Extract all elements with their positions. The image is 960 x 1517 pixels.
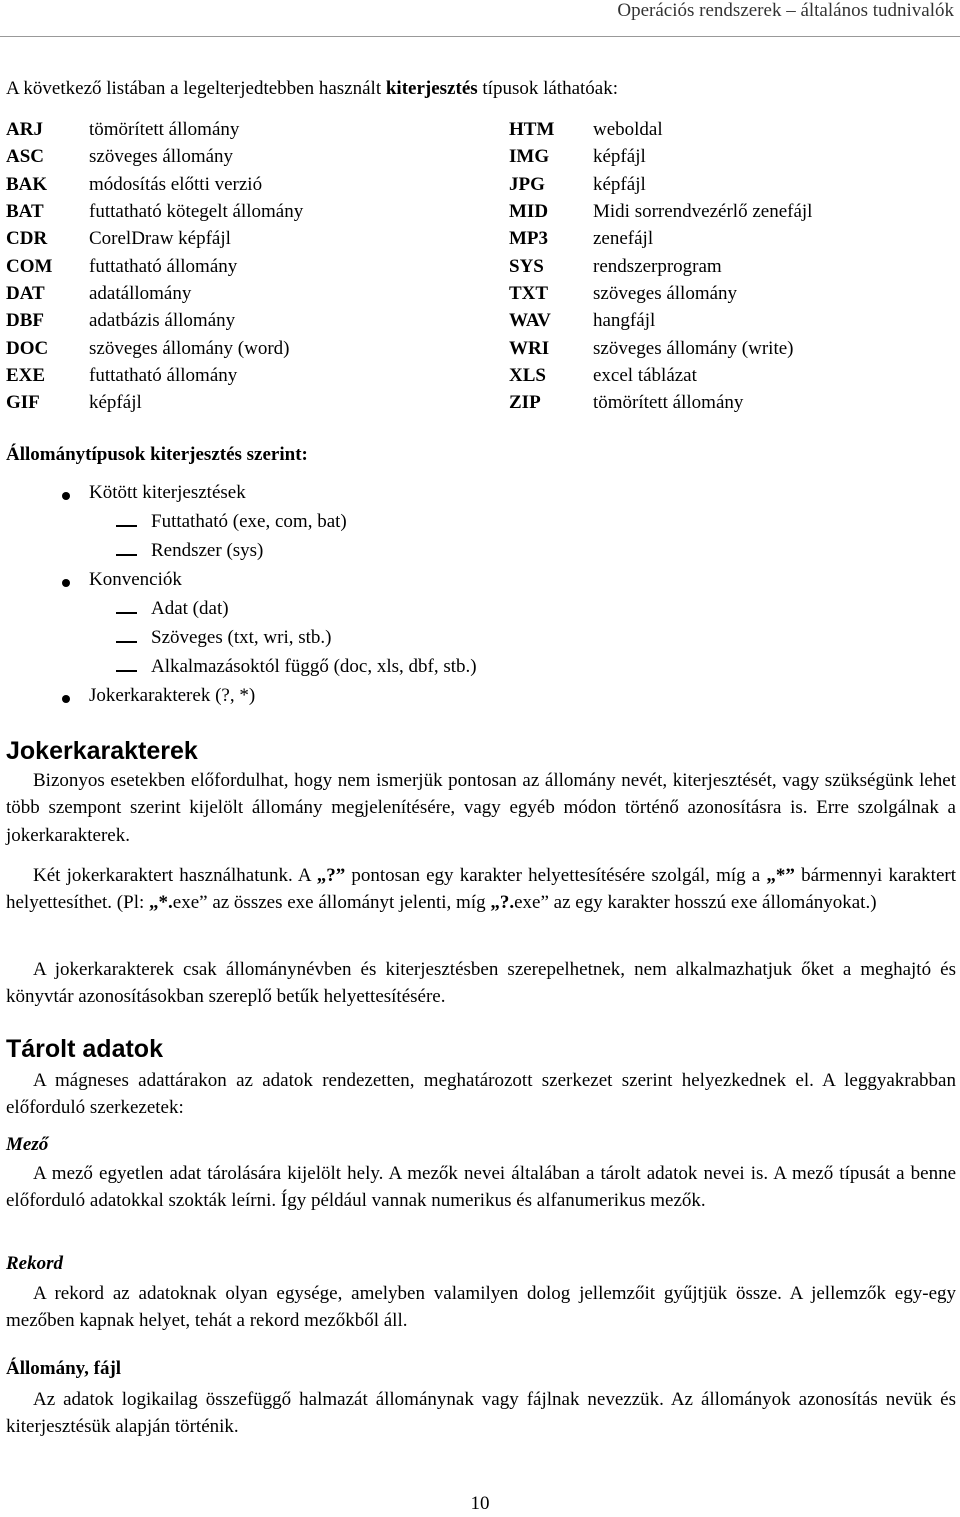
extension-code2: IMG bbox=[509, 146, 550, 168]
table-row bbox=[6, 334, 946, 361]
intro-text-before: A következő listában a legelterjedtebben használt bbox=[6, 78, 386, 99]
page-header: Operációs rendszerek – általános tudnivalók bbox=[617, 0, 954, 21]
header-divider bbox=[0, 36, 960, 37]
list-item-text: Alkalmazásoktól függő (doc, xls, dbf, stb.) bbox=[151, 656, 477, 677]
extension-code: DAT bbox=[6, 282, 45, 304]
extension-table bbox=[6, 116, 946, 416]
joker-p2-part: bármennyi karaktert helyettesíthet. (Pl: bbox=[6, 865, 956, 914]
page-number: 10 bbox=[470, 1493, 490, 1514]
extension-desc2: szöveges állomány (write) bbox=[593, 337, 794, 359]
extension-code: COM bbox=[6, 255, 53, 277]
joker-paragraph-1: Bizonyos esetekben előfordulhat, hogy nem ismerjük pontosan az állomány nevét, kiterjesztését, vagy szükségünk lehet több szempont szerint kijelölt állomány megjelenítésére, vagy egyéb módon történő azonosításra is. Erre szolgálnak a jokerkarakterek. bbox=[6, 770, 956, 846]
extension-desc: szöveges állomány bbox=[89, 146, 234, 168]
bullet-icon bbox=[62, 579, 70, 587]
extension-code: BAK bbox=[6, 173, 48, 195]
file-heading: Állomány, fájl bbox=[6, 1358, 122, 1379]
extension-code2: WAV bbox=[509, 310, 551, 332]
dash-icon bbox=[116, 525, 137, 527]
extension-desc: futtatható állomány bbox=[89, 255, 238, 277]
intro-text-bold: kiterjesztés bbox=[385, 78, 478, 99]
extension-desc: adatbázis állomány bbox=[89, 310, 236, 332]
extension-desc: tömörített állomány bbox=[89, 119, 240, 141]
extension-desc2: weboldal bbox=[593, 119, 663, 141]
extension-code2: MID bbox=[509, 201, 549, 223]
list-item-text: Kötött kiterjesztések bbox=[89, 482, 246, 503]
extension-desc: szöveges állomány (word) bbox=[89, 337, 290, 359]
dash-icon bbox=[116, 670, 137, 672]
extension-code2: SYS bbox=[509, 255, 544, 277]
extension-desc: képfájl bbox=[89, 392, 142, 414]
extension-code2: TXT bbox=[509, 282, 549, 304]
extension-desc2: hangfájl bbox=[593, 310, 656, 332]
extension-code2: HTM bbox=[509, 119, 555, 141]
extension-desc2: Midi sorrendvezérlő zenefájl bbox=[593, 201, 813, 223]
extension-desc2: tömörített állomány bbox=[593, 392, 744, 414]
intro-sentence bbox=[6, 78, 618, 100]
table-row bbox=[6, 116, 946, 143]
joker-p2-part: pontosan egy karakter helyettesítésére szolgál, míg a bbox=[345, 865, 767, 886]
extension-code2: JPG bbox=[509, 173, 545, 195]
intro-text-after: típusok láthatóak: bbox=[477, 78, 619, 99]
field-heading: Mező bbox=[6, 1134, 49, 1155]
list-item-text: Konvenciók bbox=[89, 569, 182, 590]
file-types-heading: Állománytípusok kiterjesztés szerint: bbox=[6, 444, 308, 465]
extension-code: ASC bbox=[6, 146, 45, 168]
joker-asterisk: „*” bbox=[766, 865, 795, 886]
extension-code: ARJ bbox=[6, 119, 43, 141]
joker-example-star: „*. bbox=[149, 892, 173, 914]
table-row bbox=[6, 389, 946, 416]
joker-paragraph-2 bbox=[6, 862, 956, 917]
joker-question-mark: „?” bbox=[316, 865, 346, 886]
extension-desc: adatállomány bbox=[89, 282, 192, 304]
extension-code2: XLS bbox=[509, 364, 546, 386]
dash-icon bbox=[116, 641, 137, 643]
joker-paragraph-3: A jokerkarakterek csak állománynévben és kiterjesztésben szerepelhetnek, nem alkalmazhatjuk őket a meghajtó és könyvtár azonosításokban szereplő betűk helyettesítésére. bbox=[6, 959, 956, 1008]
table-row bbox=[6, 252, 946, 279]
extension-code: EXE bbox=[6, 364, 46, 386]
stored-data-paragraph: A mágneses adattárakon az adatok rendezetten, meghatározott szerkezet szerint helyezkednek el. A leggyakrabban előforduló szerkezetek: bbox=[6, 1070, 956, 1119]
list-item-text: Jokerkarakterek (?, *) bbox=[89, 685, 256, 706]
table-row bbox=[6, 225, 946, 252]
extension-code2: WRI bbox=[509, 337, 550, 359]
extension-code: DOC bbox=[6, 337, 49, 359]
dash-icon bbox=[116, 612, 137, 614]
table-row bbox=[6, 307, 946, 334]
table-row bbox=[6, 143, 946, 170]
table-row bbox=[6, 362, 946, 389]
joker-p2-part: exe” az egy karakter hosszú exe állományokat.) bbox=[514, 892, 877, 914]
file-paragraph: Az adatok logikailag összefüggő halmazát állománynak vagy fájlnak nevezzük. Az állományok azonosítás nevük és kiterjesztésük alapján történik. bbox=[6, 1389, 956, 1438]
list-item-text: Adat (dat) bbox=[151, 598, 229, 619]
joker-example-question: „?. bbox=[490, 892, 515, 914]
field-paragraph: A mező egyetlen adat tárolására kijelölt hely. A mezők nevei általában a tárolt adatok nevei is. A mező típusát a benne előforduló adatokkal szokták leírni. Így például vannak numerikus és alfanumerikus mezők. bbox=[6, 1163, 956, 1212]
extension-desc2: zenefájl bbox=[593, 228, 654, 250]
list-item-text: Rendszer (sys) bbox=[151, 540, 264, 561]
extension-code2: MP3 bbox=[509, 228, 549, 250]
stored-data-heading: Tárolt adatok bbox=[6, 1035, 163, 1063]
extension-desc2: képfájl bbox=[593, 146, 646, 168]
bullet-icon bbox=[62, 695, 70, 703]
list-item-text: Szöveges (txt, wri, stb.) bbox=[151, 627, 332, 648]
record-paragraph: A rekord az adatoknak olyan egysége, amelyben valamilyen dolog jellemzőit gyűjtjük össze. A jellemzők egy-egy mezőben kapnak helyet, tehát a rekord mezőkből áll. bbox=[6, 1283, 956, 1332]
extension-code: CDR bbox=[6, 228, 48, 250]
extension-code2: ZIP bbox=[509, 392, 541, 414]
extension-desc: futtatható állomány bbox=[89, 364, 238, 386]
record-heading: Rekord bbox=[6, 1253, 63, 1274]
extension-code: BAT bbox=[6, 201, 44, 223]
bullet-icon bbox=[62, 492, 70, 500]
extension-desc2: képfájl bbox=[593, 173, 646, 195]
extension-code: DBF bbox=[6, 310, 44, 332]
list-item-text: Futtatható (exe, com, bat) bbox=[151, 511, 347, 532]
extension-desc2: rendszerprogram bbox=[593, 255, 722, 277]
table-row bbox=[6, 280, 946, 307]
extension-code: GIF bbox=[6, 392, 40, 414]
joker-heading: Jokerkarakterek bbox=[6, 737, 198, 765]
extension-desc: CorelDraw képfájl bbox=[89, 228, 231, 250]
extension-desc2: szöveges állomány bbox=[593, 282, 738, 304]
table-row bbox=[6, 171, 946, 198]
extension-desc2: excel táblázat bbox=[593, 364, 697, 386]
extension-desc: módosítás előtti verzió bbox=[89, 173, 263, 195]
dash-icon bbox=[116, 554, 137, 556]
joker-p2-part: Két jokerkaraktert használhatunk. A bbox=[33, 865, 317, 886]
extension-desc: futtatható kötegelt állomány bbox=[89, 201, 304, 223]
table-row bbox=[6, 198, 946, 225]
joker-p2-part: exe” az összes exe állományt jelenti, míg bbox=[172, 892, 491, 914]
